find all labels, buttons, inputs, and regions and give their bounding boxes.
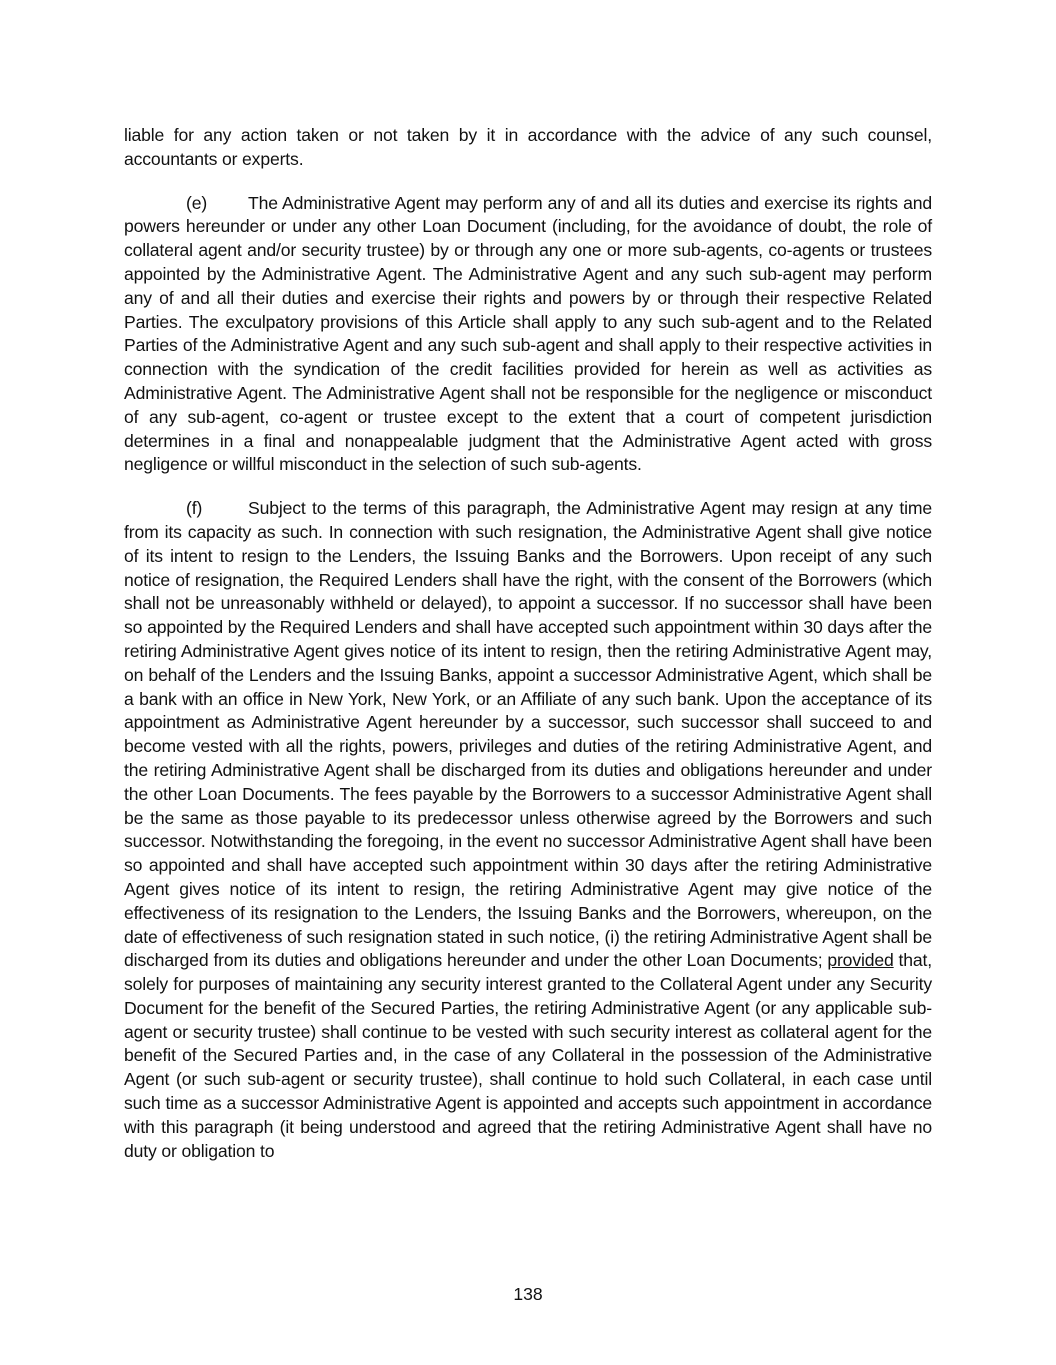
paragraph-f-text-part-2: that, solely for purposes of maintaining any security interest granted to the Collateral Agent under any Security Document for the benefit of the Secured Parties, the retiring Administrative Agent (or any applicable sub-agent or security trustee) shall continue to be vested with such security interest as collateral agent for the benefit of the Secured Parties and, in the case of any Collateral in the possession of the Administrative Agent (or such sub-agent or security trustee), shall continue to hold such Collateral, in each case until such time as a successor Administrative Agent is appointed and accepts such appointment in accordance with this paragraph (it being understood and agreed that the retiring Administrative Agent shall have no duty or obligation to — [124, 950, 932, 1161]
continuation-text: liable for any action taken or not taken by it in accordance with the advice of any such counsel, accountants or experts. — [124, 125, 932, 169]
paragraph-f-marker: (f) — [186, 498, 203, 519]
provided-underlined-term: provided — [827, 950, 894, 971]
document-page-body — [124, 124, 932, 1163]
paragraph-e — [124, 192, 932, 478]
continuation-paragraph — [124, 124, 932, 172]
paragraph-f — [124, 497, 932, 1163]
page-number: 138 — [513, 1284, 543, 1304]
paragraph-e-text: The Administrative Agent may perform any of and all its duties and exercise its rights and powers hereunder or under any other Loan Document (including, for the avoidance of doubt, the role of collateral agent and/or security trustee) by or through any one or more sub-agents, co-agents or trustees appointed by the Administrative Agent. The Administrative Agent and any such sub-agent may perform any of and all their duties and exercise their rights and powers by or through their respective Related Parties. The exculpatory provisions of this Article shall apply to any such sub-agent and to the Related Parties of the Administrative Agent and any such sub-agent and shall apply to their respective activities in connection with the syndication of the credit facilities provided for herein as well as activities as Administrative Agent. The Administrative Agent shall not be responsible for the negligence or misconduct of any sub-agent, co-agent or trustee except to the extent that a court of competent jurisdiction determines in a final and nonappealable judgment that the Administrative Agent acted with gross negligence or willful misconduct in the selection of such sub-agents. — [124, 192, 932, 475]
paragraph-f-text-part-1: Subject to the terms of this paragraph, the Administrative Agent may resign at any time from its capacity as such. In connection with such resignation, the Administrative Agent shall give notice of its intent to resign to the Lenders, the Issuing Banks and the Borrowers. Upon receipt of any such notice of resignation, the Required Lenders shall have the right, with the consent of the Borrowers (which shall not be unreasonably withheld or delayed), to appoint a successor. If no successor shall have been so appointed by the Required Lenders and shall have accepted such appointment within 30 days after the retiring Administrative Agent gives notice of its intent to resign, then the retiring Administrative Agent may, on behalf of the Lenders and the Issuing Banks, appoint a successor Administrative Agent, which shall be a bank with an office in New York, New York, or an Affiliate of any such bank. Upon the acceptance of its appointment as Administrative Agent hereunder by a successor, such successor shall succeed to and become vested with all the rights, powers, privileges and duties of the retiring Administrative Agent, and the retiring Administrative Agent shall be discharged from its duties and obligations hereunder and under the other Loan Documents. The fees payable by the Borrowers to a successor Administrative Agent shall be the same as those payable to its predecessor unless otherwise agreed by the Borrowers and such successor. Notwithstanding the foregoing, in the event no successor Administrative Agent shall have been so appointed and shall have accepted such appointment within 30 days after the retiring Administrative Agent gives notice of its intent to resign, the retiring Administrative Agent may give notice of the effectiveness of its resignation to the Lenders, the Issuing Banks and the Borrowers, whereupon, on the date of effectiveness of such resignation stated in such notice, (i) the retiring Administrative Agent shall be discharged from its duties and obligations hereunder and under the other Loan Documents; — [124, 498, 932, 971]
paragraph-e-marker: (e) — [186, 192, 208, 213]
